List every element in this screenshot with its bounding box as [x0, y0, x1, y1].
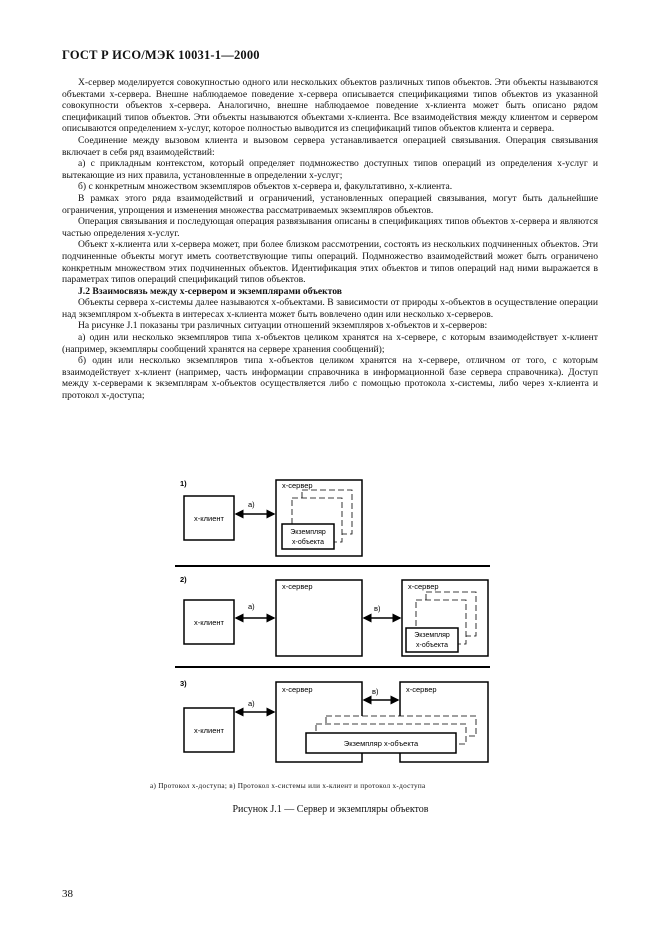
protocol-label-a: а) [248, 699, 255, 708]
server-label: x-сервер [282, 582, 313, 591]
paragraph: а) один или несколько экземпляров типа x-объектов целиком хранятся на x-сервере, с которым взаимодействует x-клиент (например, экземпляры сообщений хранятся на сервере хранения сообщений); [62, 332, 598, 355]
protocol-label-b: в) [374, 604, 381, 613]
server-label: x-сервер [282, 685, 313, 694]
panel-2-number: 2) [180, 575, 187, 584]
server-box [276, 580, 362, 656]
paragraph: Объект x-клиента или x-сервера может, при более близком рассмотрении, состоять из нескольких подчиненных объектов. Эти подчиненные объекты могут иметь соответствующие типы операций. Подмножество взаимодействий может быть ограничено конкретным множеством этих подчиненных объектов. Идентификация этих объектов и типов операций над ними выражается в параметрах типов операций спецификаций типов объектов. [62, 239, 598, 286]
instance-label-1: Экземпляр [414, 632, 450, 639]
panel-3-number: 3) [180, 679, 187, 688]
server-label: x-сервер [406, 685, 437, 694]
figure-legend: а) Протокол x-доступа; в) Протокол x-системы или x-клиент и протокол x-доступа [150, 782, 426, 790]
page-number: 38 [62, 888, 73, 900]
paragraph: X-сервер моделируется совокупностью одного или нескольких объектов различных типов объектов. Эти объекты называются объектами x-сервера. Внешне наблюдаемое поведение x-сервера описывается спецификациями типов объектов из указанной совокупности объектов x-сервера. Аналогично, внешне наблюдаемое поведение x-клиента может быть описано рядом спецификаций типов объектов. Эти объекты называются объектами x-клиента. Все взаимодействия между клиентом и сервером описываются определением x-услуг, которое полностью выводится из спецификаций типов объектов клиента и сервера. [62, 77, 598, 135]
instance-label-1: Экземпляр [290, 529, 326, 536]
paragraph: б) один или несколько экземпляров типа x-объектов целиком хранятся на x-сервере, отличном от того, с которым взаимодействует x-клиент (например, часть информации справочника в информационной базе сервера справочника). Доступ между x-серверами к экземплярам x-объектов осуществляется либо с помощью протокола x-системы, либо через x-клиента и протокол x-доступа; [62, 355, 598, 402]
instance-label-2: x-объекта [292, 539, 324, 546]
paragraph: Соединение между вызовом клиента и вызовом сервера устанавливается операцией связывания. Операция связывания включает в себя ряд взаимодействий: [62, 134, 598, 158]
paragraph: Объекты сервера x-системы далее называются x-объектами. В зависимости от природы x-объектов в осуществление операции над экземпляром x-объекта в интересах x-клиента может быть вовлечено один или несколько x-серверов. [62, 297, 598, 320]
panel-1-number: 1) [180, 479, 187, 488]
document-header: ГОСТ Р ИСО/МЭК 10031-1—2000 [62, 48, 260, 62]
client-label: x-клиент [194, 514, 224, 523]
figure-caption: Рисунок J.1 — Сервер и экземпляры объектов [232, 804, 429, 815]
section-heading: J.2 Взаимосвязь между x-сервером и экземплярами объектов [78, 285, 342, 297]
instance-label-wide: Экземпляр x-объекта [343, 739, 419, 748]
paragraph: В рамках этого ряда взаимодействий и ограничений, установленных операцией связывания, могут быть дальнейшие ограничения, упрощения и изменения множества рассматриваемых экземпляров объектов. [62, 192, 598, 216]
instance-label-2: x-объекта [416, 642, 448, 649]
server-label: x-сервер [282, 481, 313, 490]
protocol-label-b: в) [372, 687, 379, 696]
client-label: x-клиент [194, 726, 224, 735]
paragraph: Операция связывания и последующая операция развязывания описаны в спецификациях типов объектов x-сервера и являются частью определения x-услуг. [62, 216, 598, 239]
paragraph: а) с прикладным контекстом, который определяет подмножество доступных типов операций из определения x-услуг и вытекающие из них правила, установленные в определении x-услуг; [62, 158, 598, 181]
protocol-label-a: а) [248, 500, 255, 509]
server-label: x-сервер [408, 582, 439, 591]
paragraph: На рисунке J.1 показаны три различных ситуации отношений экземпляров x-объектов и x-серверов: [78, 320, 488, 332]
paragraph: б) с конкретным множеством экземпляров объектов x-сервера и, факультативно, x-клиента. [78, 181, 453, 193]
client-label: x-клиент [194, 618, 224, 627]
protocol-label-a: а) [248, 602, 255, 611]
